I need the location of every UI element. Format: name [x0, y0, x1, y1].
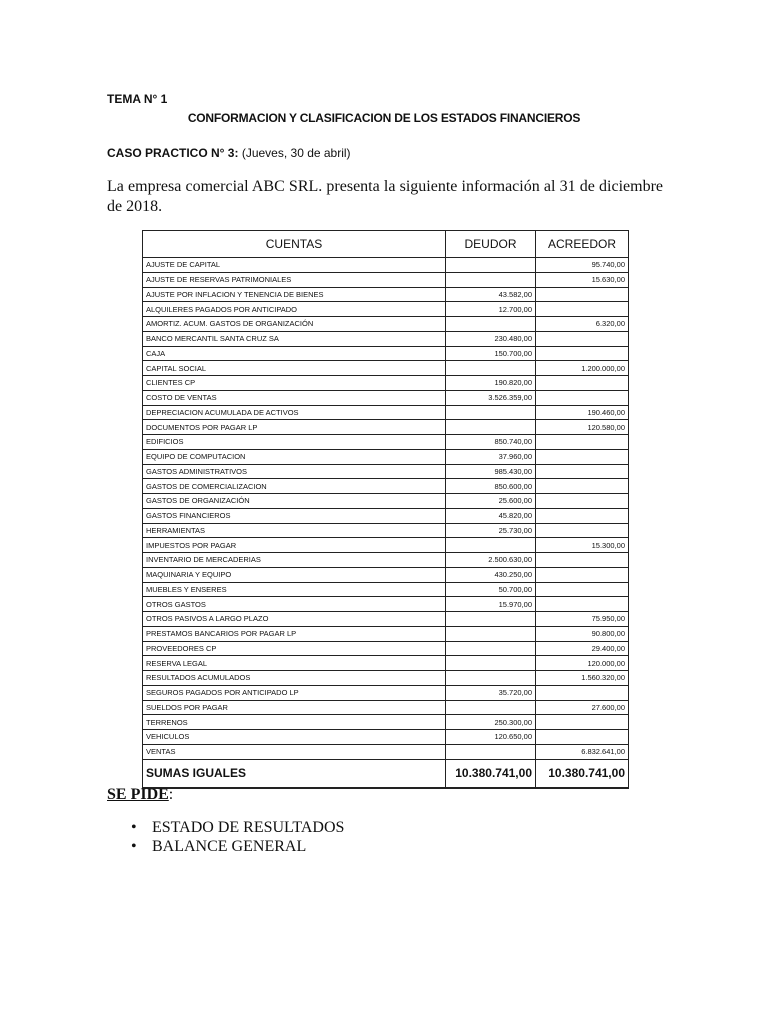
balance-table — [142, 230, 629, 789]
acreedor-cell: 75.950,00 — [536, 612, 629, 627]
bullet-icon: • — [131, 838, 137, 855]
deudor-cell: 430.250,00 — [446, 567, 536, 582]
account-cell: VEHICULOS — [143, 730, 446, 745]
table-row — [143, 744, 629, 759]
table-row — [143, 715, 629, 730]
account-cell: ALQUILERES PAGADOS POR ANTICIPADO — [143, 302, 446, 317]
deudor-cell: 45.820,00 — [446, 508, 536, 523]
table-row — [143, 302, 629, 317]
deudor-cell — [446, 405, 536, 420]
acreedor-cell — [536, 567, 629, 582]
total-acreedor: 10.380.741,00 — [536, 759, 629, 788]
acreedor-cell — [536, 715, 629, 730]
table-row — [143, 435, 629, 450]
table-row — [143, 612, 629, 627]
account-cell: AMORTIZ. ACUM. GASTOS DE ORGANIZACIÓN — [143, 317, 446, 332]
acreedor-cell — [536, 390, 629, 405]
caso-label: CASO PRACTICO N° 3: — [107, 146, 239, 160]
se-pide-colon: : — [168, 786, 174, 803]
table-row — [143, 464, 629, 479]
task-list — [107, 818, 344, 856]
account-cell: GASTOS DE COMERCIALIZACION — [143, 479, 446, 494]
deudor-cell — [446, 272, 536, 287]
account-cell: DEPRECIACION ACUMULADA DE ACTIVOS — [143, 405, 446, 420]
total-row — [143, 759, 629, 788]
acreedor-cell: 120.000,00 — [536, 656, 629, 671]
deudor-cell — [446, 744, 536, 759]
deudor-cell: 850.740,00 — [446, 435, 536, 450]
table-row — [143, 479, 629, 494]
deudor-cell: 985.430,00 — [446, 464, 536, 479]
table-row — [143, 597, 629, 612]
account-cell: SUELDOS POR PAGAR — [143, 700, 446, 715]
acreedor-cell: 27.600,00 — [536, 700, 629, 715]
table-row — [143, 390, 629, 405]
acreedor-cell — [536, 302, 629, 317]
deudor-cell: 250.300,00 — [446, 715, 536, 730]
account-cell: CAPITAL SOCIAL — [143, 361, 446, 376]
table-row — [143, 331, 629, 346]
acreedor-cell — [536, 494, 629, 509]
account-cell: TERRENOS — [143, 715, 446, 730]
acreedor-cell — [536, 376, 629, 391]
account-cell: MAQUINARIA Y EQUIPO — [143, 567, 446, 582]
total-label: SUMAS IGUALES — [143, 759, 446, 788]
account-cell: RESULTADOS ACUMULADOS — [143, 671, 446, 686]
account-cell: CAJA — [143, 346, 446, 361]
table-row — [143, 494, 629, 509]
table-header-row — [143, 231, 629, 258]
acreedor-cell: 190.460,00 — [536, 405, 629, 420]
deudor-cell — [446, 671, 536, 686]
acreedor-cell — [536, 730, 629, 745]
deudor-cell: 850.600,00 — [446, 479, 536, 494]
account-cell: IMPUESTOS POR PAGAR — [143, 538, 446, 553]
deudor-cell: 25.730,00 — [446, 523, 536, 538]
acreedor-cell — [536, 449, 629, 464]
task-label: BALANCE GENERAL — [152, 838, 307, 855]
deudor-cell: 25.600,00 — [446, 494, 536, 509]
account-cell: OTROS PASIVOS A LARGO PLAZO — [143, 612, 446, 627]
table-row — [143, 656, 629, 671]
acreedor-cell — [536, 346, 629, 361]
deudor-cell — [446, 258, 536, 273]
caso-practico-line — [107, 146, 351, 160]
document-title: CONFORMACION Y CLASIFICACION DE LOS ESTADOS FINANCIEROS — [187, 111, 581, 125]
deudor-cell: 50.700,00 — [446, 582, 536, 597]
deudor-cell — [446, 317, 536, 332]
acreedor-cell — [536, 553, 629, 568]
deudor-cell: 2.500.630,00 — [446, 553, 536, 568]
deudor-cell — [446, 641, 536, 656]
table-row — [143, 641, 629, 656]
account-cell: INVENTARIO DE MERCADERIAS — [143, 553, 446, 568]
se-pide-label: SE PIDE — [107, 786, 169, 803]
table-row — [143, 346, 629, 361]
deudor-cell — [446, 700, 536, 715]
acreedor-cell — [536, 597, 629, 612]
tema-heading: TEMA N° 1 — [107, 92, 168, 106]
table-row — [143, 272, 629, 287]
deudor-cell: 15.970,00 — [446, 597, 536, 612]
acreedor-cell — [536, 523, 629, 538]
account-cell: GASTOS ADMINISTRATIVOS — [143, 464, 446, 479]
table-row — [143, 538, 629, 553]
account-cell: GASTOS FINANCIEROS — [143, 508, 446, 523]
table-row — [143, 508, 629, 523]
acreedor-cell — [536, 508, 629, 523]
account-cell: COSTO DE VENTAS — [143, 390, 446, 405]
acreedor-cell: 1.200.000,00 — [536, 361, 629, 376]
se-pide-heading — [107, 786, 173, 804]
account-cell: SEGUROS PAGADOS POR ANTICIPADO LP — [143, 685, 446, 700]
header-cuentas: CUENTAS — [143, 231, 446, 258]
acreedor-cell: 1.560.320,00 — [536, 671, 629, 686]
account-cell: BANCO MERCANTIL SANTA CRUZ SA — [143, 331, 446, 346]
acreedor-cell: 6.320,00 — [536, 317, 629, 332]
table-row — [143, 376, 629, 391]
acreedor-cell — [536, 479, 629, 494]
table-row — [143, 258, 629, 273]
acreedor-cell — [536, 287, 629, 302]
table-row — [143, 523, 629, 538]
deudor-cell — [446, 361, 536, 376]
account-cell: HERRAMIENTAS — [143, 523, 446, 538]
table-row — [143, 700, 629, 715]
deudor-cell: 150.700,00 — [446, 346, 536, 361]
deudor-cell — [446, 538, 536, 553]
account-cell: GASTOS DE ORGANIZACIÓN — [143, 494, 446, 509]
caso-fecha: (Jueves, 30 de abril) — [241, 146, 351, 160]
account-cell: AJUSTE DE RESERVAS PATRIMONIALES — [143, 272, 446, 287]
deudor-cell: 3.526.359,00 — [446, 390, 536, 405]
deudor-cell — [446, 626, 536, 641]
acreedor-cell — [536, 685, 629, 700]
account-cell: RESERVA LEGAL — [143, 656, 446, 671]
account-cell: EDIFICIOS — [143, 435, 446, 450]
task-label: ESTADO DE RESULTADOS — [152, 819, 345, 836]
acreedor-cell: 6.832.641,00 — [536, 744, 629, 759]
deudor-cell: 120.650,00 — [446, 730, 536, 745]
table-row — [143, 449, 629, 464]
account-cell: AJUSTE DE CAPITAL — [143, 258, 446, 273]
deudor-cell: 230.480,00 — [446, 331, 536, 346]
acreedor-cell — [536, 582, 629, 597]
list-item — [107, 818, 344, 837]
deudor-cell — [446, 612, 536, 627]
table-row — [143, 420, 629, 435]
acreedor-cell — [536, 331, 629, 346]
table-row — [143, 626, 629, 641]
bullet-icon: • — [131, 819, 137, 836]
account-cell: OTROS GASTOS — [143, 597, 446, 612]
account-cell: PROVEEDORES CP — [143, 641, 446, 656]
deudor-cell — [446, 420, 536, 435]
account-cell: AJUSTE POR INFLACION Y TENENCIA DE BIENES — [143, 287, 446, 302]
total-deudor: 10.380.741,00 — [446, 759, 536, 788]
table-row — [143, 582, 629, 597]
deudor-cell: 43.582,00 — [446, 287, 536, 302]
table-row — [143, 567, 629, 582]
header-deudor: DEUDOR — [446, 231, 536, 258]
account-cell: EQUIPO DE COMPUTACION — [143, 449, 446, 464]
table-row — [143, 405, 629, 420]
list-item — [107, 837, 344, 856]
acreedor-cell: 90.800,00 — [536, 626, 629, 641]
account-cell: CLIENTES CP — [143, 376, 446, 391]
account-cell: VENTAS — [143, 744, 446, 759]
acreedor-cell: 15.300,00 — [536, 538, 629, 553]
acreedor-cell — [536, 435, 629, 450]
account-cell: MUEBLES Y ENSERES — [143, 582, 446, 597]
deudor-cell: 190.820,00 — [446, 376, 536, 391]
table-body — [143, 258, 629, 760]
table-row — [143, 730, 629, 745]
table-row — [143, 685, 629, 700]
table-row — [143, 317, 629, 332]
acreedor-cell: 29.400,00 — [536, 641, 629, 656]
account-cell: PRESTAMOS BANCARIOS POR PAGAR LP — [143, 626, 446, 641]
deudor-cell: 37.960,00 — [446, 449, 536, 464]
deudor-cell: 12.700,00 — [446, 302, 536, 317]
acreedor-cell: 95.740,00 — [536, 258, 629, 273]
account-cell: DOCUMENTOS POR PAGAR LP — [143, 420, 446, 435]
acreedor-cell: 120.580,00 — [536, 420, 629, 435]
table-row — [143, 287, 629, 302]
header-acreedor: ACREEDOR — [536, 231, 629, 258]
deudor-cell: 35.720,00 — [446, 685, 536, 700]
intro-paragraph: La empresa comercial ABC SRL. presenta la siguiente información al 31 de diciembre de 2018. — [107, 178, 663, 215]
table-row — [143, 671, 629, 686]
deudor-cell — [446, 656, 536, 671]
table-row — [143, 553, 629, 568]
table-row — [143, 361, 629, 376]
acreedor-cell: 15.630,00 — [536, 272, 629, 287]
acreedor-cell — [536, 464, 629, 479]
